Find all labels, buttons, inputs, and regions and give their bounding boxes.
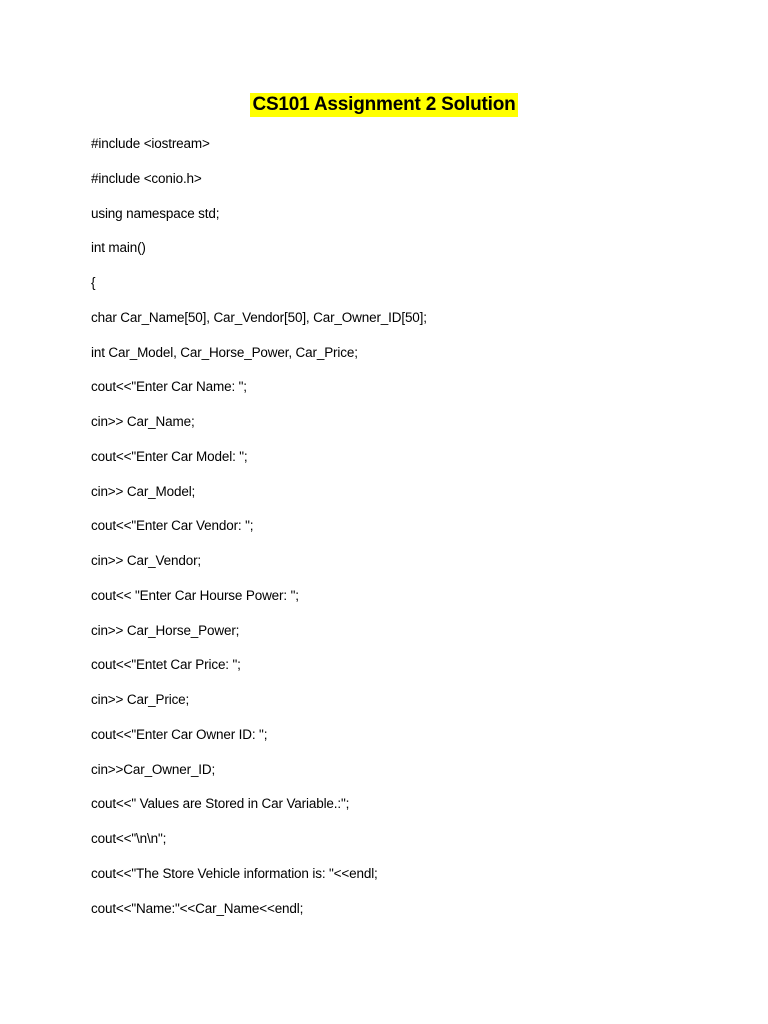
code-line: cout<< "Enter Car Hourse Power: "; <box>91 587 299 603</box>
code-line: cout<<"Enter Car Model: "; <box>91 448 248 464</box>
code-line: cout<<"Entet Car Price: "; <box>91 657 241 673</box>
title-container <box>0 93 768 117</box>
code-line: cin>> Car_Name; <box>91 414 195 429</box>
document-title: CS101 Assignment 2 Solution <box>252 94 516 115</box>
code-line: int main() <box>91 240 146 256</box>
code-line: int Car_Model, Car_Horse_Power, Car_Price; <box>91 344 358 360</box>
code-line: cout<<" Values are Stored in Car Variable.:"; <box>91 796 350 812</box>
code-listing <box>91 135 711 934</box>
code-line: #include <conio.h> <box>91 170 202 186</box>
code-line: cin>> Car_Model; <box>91 483 196 499</box>
code-line: using namespace std; <box>91 205 220 221</box>
code-line: cin>> Car_Price; <box>91 692 190 707</box>
code-line: cout<<"\n\n"; <box>91 831 167 846</box>
code-line: cin>> Car_Horse_Power; <box>91 622 240 638</box>
code-line: cout<<"Enter Car Owner ID: "; <box>91 726 268 742</box>
code-line: char Car_Name[50], Car_Vendor[50], Car_Owner_ID[50]; <box>91 309 427 325</box>
code-line: cin>>Car_Owner_ID; <box>91 761 216 777</box>
code-line: cout<<"The Store Vehicle information is: "<<endl; <box>91 865 378 881</box>
code-line: { <box>91 275 96 290</box>
code-line: #include <iostream> <box>91 136 210 151</box>
code-line: cout<<"Enter Car Vendor: "; <box>91 518 254 534</box>
code-line: cout<<"Name:"<<Car_Name<<endl; <box>91 900 304 916</box>
code-line: cout<<"Enter Car Name: "; <box>91 379 247 395</box>
code-line: cin>> Car_Vendor; <box>91 553 202 568</box>
